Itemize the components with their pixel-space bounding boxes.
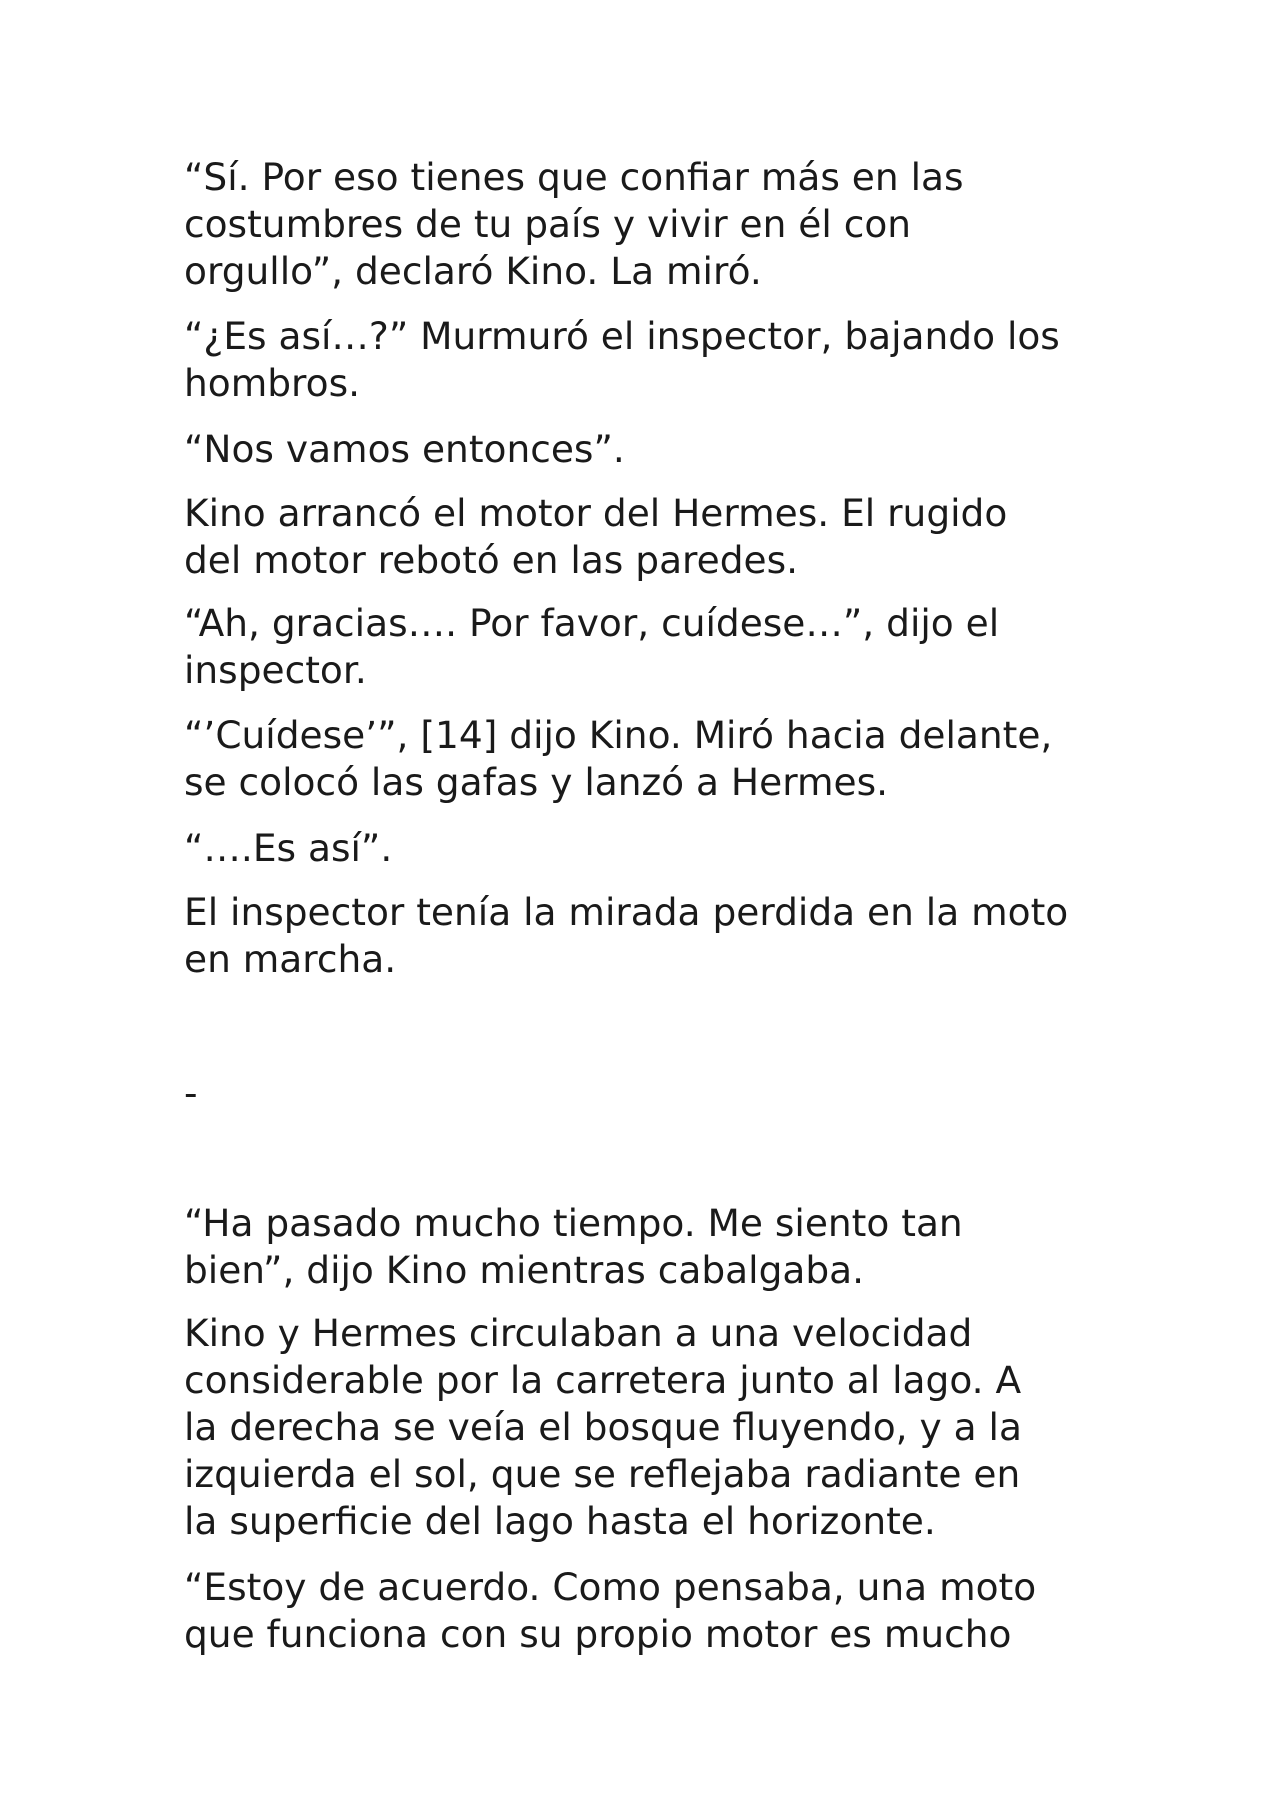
paragraph: El inspector tenía la mirada perdida en la moto en marcha.	[184, 890, 1069, 981]
paragraph: Kino arrancó el motor del Hermes. El rugido del motor rebotó en las paredes.	[184, 491, 1008, 582]
paragraph: “¿Es así…?” Murmuró el inspector, bajando los hombros.	[184, 314, 1060, 405]
scene-separator: -	[184, 1071, 198, 1115]
paragraph: “Nos vamos entonces”.	[184, 427, 625, 471]
paragraph: “Ah, gracias…. Por favor, cuídese…”, dijo el inspector.	[184, 601, 1000, 692]
paragraph: “Ha pasado mucho tiempo. Me siento tan bien”, dijo Kino mientras cabalgaba.	[184, 1201, 963, 1292]
paragraph: “Estoy de acuerdo. Como pensaba, una moto que funciona con su propio motor es mucho	[184, 1565, 1037, 1656]
paragraph: “….Es así”.	[184, 826, 393, 870]
paragraph: Kino y Hermes circulaban a una velocidad considerable por la carretera junto al lago. A la derecha se veía el bosque fluyendo, y a la izquierda el sol, que se reflejaba radiante en la superficie del lago hasta el horizonte.	[184, 1311, 1022, 1543]
paragraph: “’Cuídese’”, [14] dijo Kino. Miró hacia delante, se colocó las gafas y lanzó a Hermes.	[184, 713, 1053, 804]
paragraph: “Sí. Por eso tienes que confiar más en las costumbres de tu país y vivir en él con orgullo”, declaró Kino. La miró.	[184, 155, 964, 293]
